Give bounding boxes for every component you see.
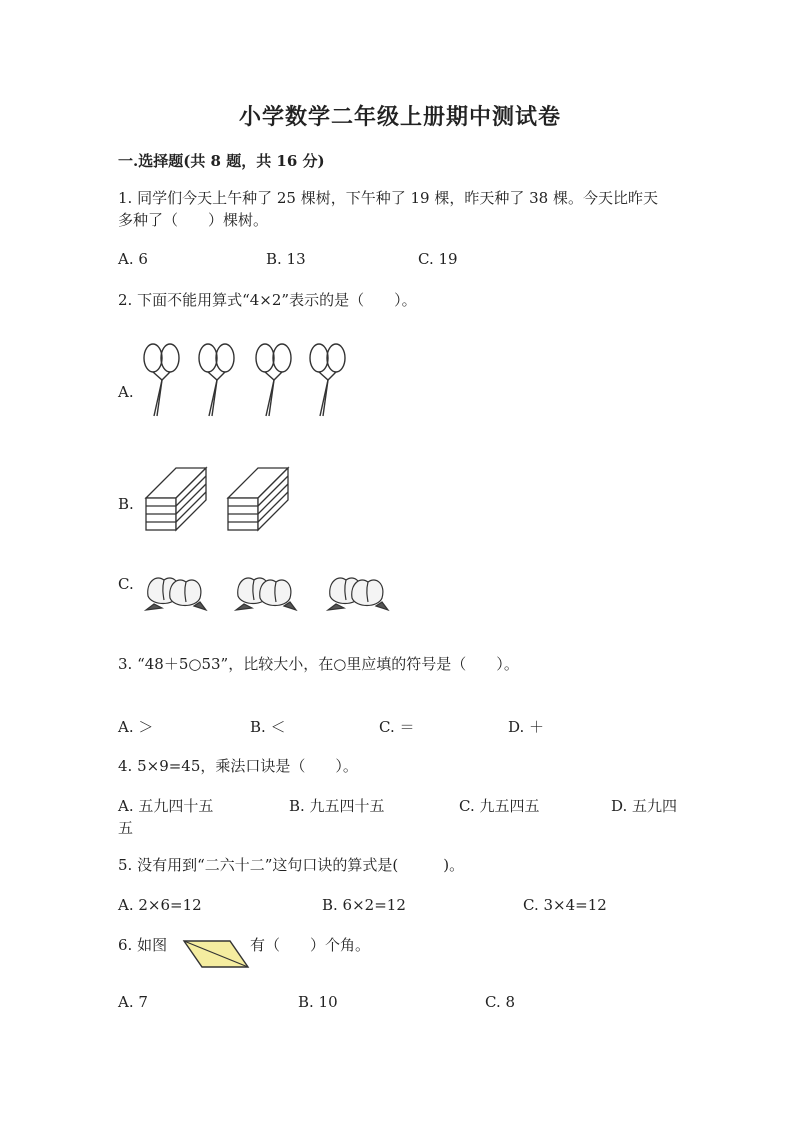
q3-option-b[interactable]: B. ＜ [250, 718, 286, 736]
q6-stem-after: 有（ ）个角。 [250, 936, 371, 954]
balloon-pairs-image [140, 340, 360, 420]
balloon-pair-icon [199, 344, 234, 416]
balloon-pair-icon [310, 344, 345, 416]
q4-option-a[interactable]: A. 五九四十五 [118, 797, 214, 815]
q4-option-d[interactable]: D. 五九四 [611, 797, 678, 815]
q4-stem: 4. 5×9=45，乘法口诀是（ ）。 [118, 757, 358, 775]
q5-option-b[interactable]: B. 6×2=12 [322, 896, 406, 914]
q4-option-d-wrap: 五 [118, 819, 134, 837]
q3-stem: 3. “48＋5○53”，比较大小，在○里应填的符号是（ ）。 [118, 655, 519, 673]
q2-option-c[interactable]: C. [118, 575, 134, 593]
peach-pair-icon [146, 578, 206, 610]
block-stack-icon [228, 468, 288, 530]
q3-option-a[interactable]: A. ＞ [118, 718, 154, 736]
q6-option-a[interactable]: A. 7 [118, 993, 148, 1011]
q1-option-c[interactable]: C. 19 [418, 250, 458, 268]
q3-option-d[interactable]: D. ＋ [508, 718, 545, 736]
q4-option-c[interactable]: C. 九五四五 [459, 797, 540, 815]
parallelogram-shape-icon [182, 939, 250, 969]
q2-option-b[interactable]: B. [118, 495, 134, 513]
balloon-pair-icon [256, 344, 291, 416]
q1-option-b[interactable]: B. 13 [266, 250, 306, 268]
balloon-pair-icon [144, 344, 179, 416]
q6-option-c[interactable]: C. 8 [485, 993, 516, 1011]
q5-option-a[interactable]: A. 2×6=12 [118, 896, 202, 914]
q1-stem-line2: 多种了（ ）棵树。 [118, 211, 269, 229]
page-title: 小学数学二年级上册期中测试卷 [238, 104, 561, 130]
stacked-blocks-image [144, 462, 314, 534]
q5-option-c[interactable]: C. 3×4=12 [523, 896, 607, 914]
block-stack-icon [146, 468, 206, 530]
section-heading: 一.选择题(共 8 题，共 16 分) [118, 152, 325, 170]
peach-pair-icon [328, 578, 388, 610]
q6-stem-before: 6. 如图 [118, 936, 168, 954]
q3-option-c[interactable]: C. ＝ [379, 718, 415, 736]
q2-option-a[interactable]: A. [118, 383, 134, 401]
q6-option-b[interactable]: B. 10 [298, 993, 338, 1011]
peach-pairs-image [144, 570, 394, 612]
q5-stem: 5. 没有用到“二六十二”这句口诀的算式是( )。 [118, 856, 465, 874]
q1-stem-line1: 1. 同学们今天上午种了 25 棵树，下午种了 19 棵，昨天种了 38 棵。今天比昨天 [118, 189, 658, 207]
q4-option-b[interactable]: B. 九五四十五 [289, 797, 385, 815]
q1-option-a[interactable]: A. 6 [118, 250, 148, 268]
peach-pair-icon [236, 578, 296, 610]
q2-stem: 2. 下面不能用算式“4×2”表示的是（ ）。 [118, 291, 417, 309]
